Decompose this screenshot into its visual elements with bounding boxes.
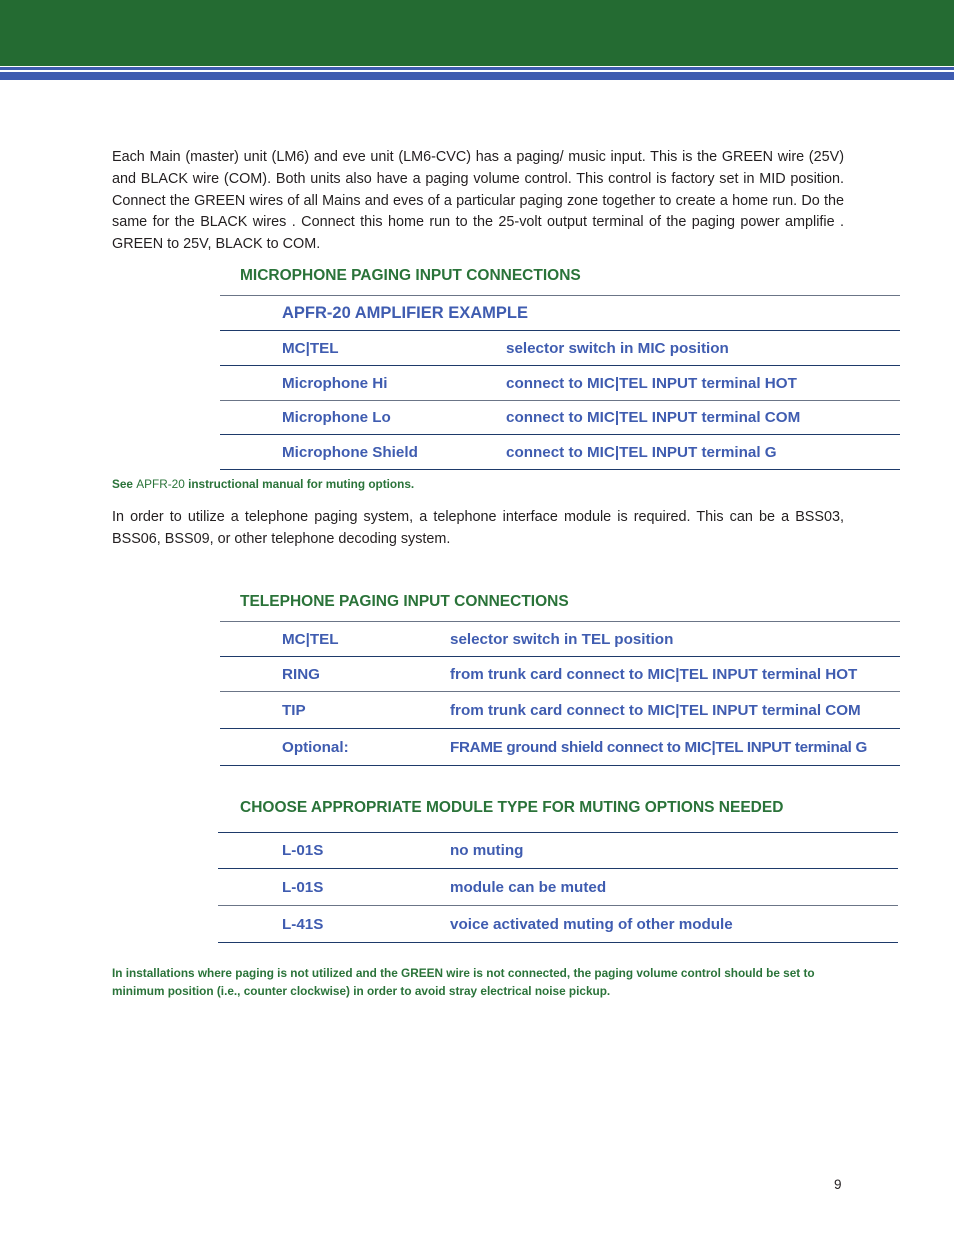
note-suffix: instructional manual for muting options.	[188, 477, 415, 491]
mic-table-title-row	[220, 295, 900, 331]
table-row	[220, 366, 900, 401]
header-rule-bottom	[0, 72, 954, 80]
table-row	[220, 692, 900, 729]
row-value: no muting	[450, 842, 524, 859]
table-row	[218, 833, 898, 869]
header-band	[0, 0, 954, 66]
table-row	[220, 621, 900, 657]
row-label: Microphone Hi	[282, 374, 388, 392]
row-label: Microphone Shield	[282, 443, 418, 461]
row-value: from trunk card connect to MIC|TEL INPUT terminal COM	[450, 701, 861, 719]
row-value: from trunk card connect to MIC|TEL INPUT terminal HOT	[450, 665, 858, 683]
telephone-paragraph: In order to utilize a telephone paging system, a telephone interface module is required. This can be a BSS03, BSS06, BSS09, or other telephone decoding system.	[112, 509, 844, 547]
tel-section-title: TELEPHONE PAGING INPUT CONNECTIONS	[240, 593, 569, 610]
intro-paragraph: Each Main (master) unit (LM6) and eve unit (LM6-CVC) has a paging/ music input. This is the GREEN wire (25V) and BLACK wire (COM). Both units also have a paging volume control. This control is factory set in MID position. Connect the GREEN wires of all Mains and eves of a particular paging zone together to create a home run. Do the same for the BLACK wires . Connect this home run to the 25-volt output terminal of the paging power amplifie . GREEN to 25V, BLACK to COM.	[112, 149, 844, 253]
table-row	[220, 435, 900, 470]
mic-section-title: MICROPHONE PAGING INPUT CONNECTIONS	[240, 267, 581, 284]
mic-table-title: APFR-20 AMPLIFIER EXAMPLE	[282, 303, 528, 322]
row-value: selector switch in MIC position	[506, 339, 729, 357]
mic-table	[220, 295, 900, 470]
module-section-title: CHOOSE APPROPRIATE MODULE TYPE FOR MUTING OPTIONS NEEDED	[240, 799, 784, 816]
row-value: selector switch in TEL position	[450, 630, 674, 648]
row-value: connect to MIC|TEL INPUT terminal HOT	[506, 374, 797, 392]
row-value: module can be muted	[450, 878, 607, 896]
table-row	[220, 401, 900, 435]
tel-table	[220, 621, 900, 766]
note-reference: APFR-20	[136, 477, 185, 491]
table-row	[218, 906, 898, 943]
row-label: MC|TEL	[282, 339, 339, 357]
row-value: connect to MIC|TEL INPUT terminal COM	[506, 409, 801, 426]
row-label: TIP	[282, 701, 306, 719]
table-row	[218, 869, 898, 906]
row-value: FRAME ground shield connect to MIC|TEL INPUT terminal G	[450, 738, 867, 756]
mic-muting-note	[112, 476, 852, 494]
footer-note: In installations where paging is not utilized and the GREEN wire is not connected, the paging volume control should be set to minimum position (i.e., counter clockwise) in order to avoid stray electrical noise pickup.	[112, 966, 815, 998]
module-table	[218, 832, 898, 943]
page-number: 9	[834, 1177, 842, 1192]
note-prefix: See	[112, 477, 133, 491]
row-value: voice activated muting of other module	[450, 915, 733, 933]
row-value: connect to MIC|TEL INPUT terminal G	[506, 443, 777, 461]
row-label: L-41S	[282, 915, 324, 933]
row-label: Microphone Lo	[282, 409, 391, 426]
table-row	[220, 331, 900, 366]
row-label: L-01S	[282, 878, 324, 896]
row-label: RING	[282, 665, 320, 683]
row-label: Optional:	[282, 738, 349, 756]
row-label: L-01S	[282, 842, 324, 859]
table-row	[220, 657, 900, 692]
table-row	[220, 729, 900, 766]
row-label: MC|TEL	[282, 630, 339, 648]
